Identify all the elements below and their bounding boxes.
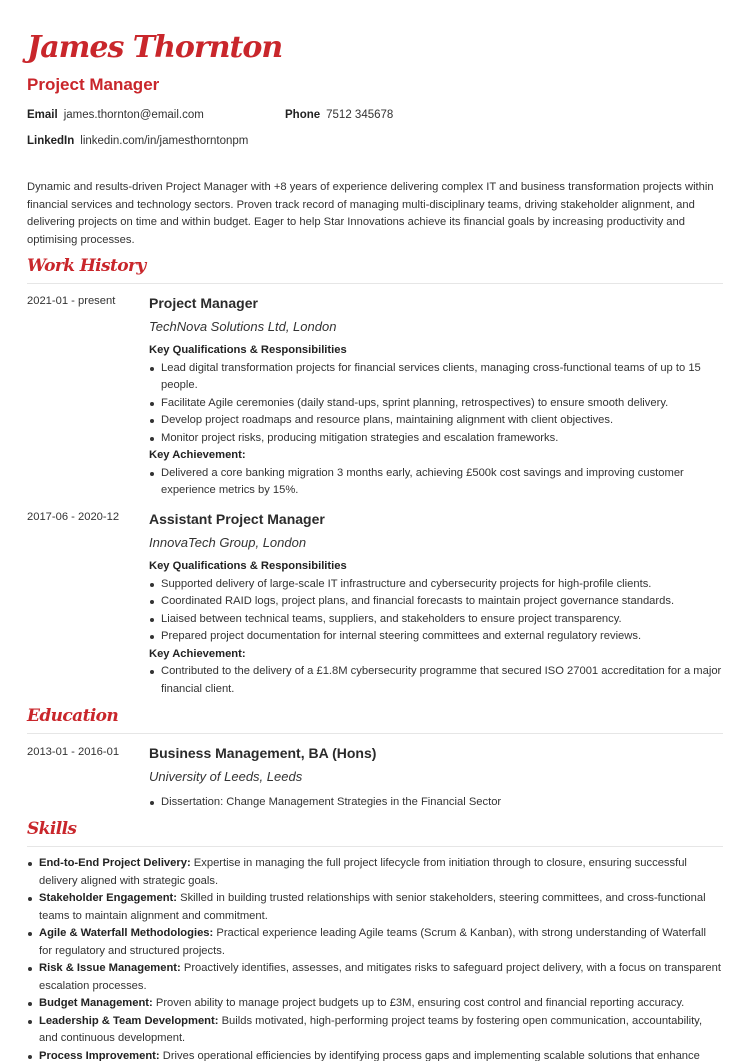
achievement-list — [149, 465, 723, 500]
skill-description: Practical experience leading Agile teams (Scrum & Kanban), with strong understanding of Waterfall for regulatory and structured projects. — [39, 927, 706, 957]
skill-description: Expertise in managing the full project lifecycle from initiation through to closure, ensuring successful delivery aligned with strategic goals. — [39, 857, 687, 887]
linkedin-value[interactable]: linkedin.com/in/jamesthorntonpm — [80, 135, 249, 147]
list-item: Coordinated RAID logs, project plans, and financial forecasts to maintain project governance standards. — [149, 593, 723, 611]
education-entry — [149, 744, 723, 812]
contact-linkedin — [27, 135, 248, 147]
skill-item — [27, 925, 721, 960]
skill-name: Agile & Waterfall Methodologies: — [39, 927, 214, 939]
skill-name: Risk & Issue Management: — [39, 962, 181, 974]
skill-description: Proactively identifies, assesses, and mitigates risks to safeguard project delivery, with a focus on transparent escalation processes. — [39, 962, 721, 992]
degree-title: Business Management, BA (Hons) — [149, 745, 377, 761]
skill-name: Leadership & Team Development: — [39, 1014, 219, 1027]
work-history-divider — [27, 283, 723, 284]
contact-email — [27, 109, 204, 121]
contact-phone — [285, 109, 393, 121]
skill-item — [27, 855, 721, 890]
achievement-heading: Key Achievement: — [149, 647, 246, 660]
phone-value: 7512 345678 — [326, 109, 394, 121]
candidate-name: James Thornton — [27, 30, 283, 65]
job-date: 2017-06 - 2020-12 — [27, 511, 120, 523]
list-item: Contributed to the delivery of a £1.8M cybersecurity programme that secured ISO 27001 accreditation for a major financial client. — [149, 663, 723, 698]
achievement-list — [149, 663, 723, 698]
email-label: Email — [27, 109, 58, 121]
linkedin-label: LinkedIn — [27, 135, 75, 147]
phone-label: Phone — [285, 109, 321, 121]
job-date: 2021-01 - present — [27, 295, 116, 307]
skill-name: Process Improvement: — [39, 1049, 160, 1061]
skill-description: Proven ability to manage project budgets up to £3M, ensuring cost control and financial reporting accuracy. — [152, 997, 685, 1009]
responsibilities-heading: Key Qualifications & Responsibilities — [149, 344, 347, 356]
skill-name: Budget Management: — [39, 997, 153, 1009]
candidate-title: Project Manager — [27, 75, 160, 94]
list-item: Facilitate Agile ceremonies (daily stand-ups, sprint planning, retrospectives) to ensure smooth delivery. — [149, 395, 723, 413]
list-item: Prepared project documentation for internal steering committees and external regulatory reviews. — [149, 628, 723, 646]
education-details — [149, 794, 723, 812]
skills-list-container — [27, 855, 721, 1061]
skill-item — [27, 1013, 721, 1048]
skill-item — [27, 995, 721, 1013]
responsibilities-list — [149, 576, 723, 646]
job-title: Project Manager — [149, 295, 258, 311]
job-title: Assistant Project Manager — [149, 511, 325, 527]
school-name: University of Leeds, Leeds — [149, 769, 303, 784]
skills-heading: Skills — [27, 819, 77, 839]
skill-name: Stakeholder Engagement: — [39, 892, 178, 904]
job-company: InnovaTech Group, London — [149, 535, 307, 550]
skill-item — [27, 890, 721, 925]
skill-name: End-to-End Project Delivery: — [39, 857, 191, 869]
achievement-heading: Key Achievement: — [149, 449, 246, 461]
job-company: TechNova Solutions Ltd, London — [149, 319, 337, 334]
skill-item — [27, 960, 721, 995]
responsibilities-heading: Key Qualifications & Responsibilities — [149, 560, 347, 572]
skill-description: Drives operational efficiencies by identifying process gaps and implementing scalable solutions that enhance — [159, 1049, 700, 1061]
responsibilities-list — [149, 360, 723, 448]
skills-divider — [27, 846, 723, 847]
skill-item — [27, 1048, 721, 1061]
job-entry — [149, 510, 723, 698]
education-heading: Education — [27, 706, 119, 726]
list-item: Develop project roadmaps and resource plans, maintaining alignment with client objectives. — [149, 412, 723, 430]
skills-list — [27, 855, 721, 1061]
list-item: Monitor project risks, producing mitigation strategies and escalation frameworks. — [149, 430, 723, 448]
work-history-heading: Work History — [27, 256, 146, 276]
education-divider — [27, 733, 723, 734]
professional-summary: Dynamic and results-driven Project Manager with +8 years of experience delivering complex IT and business transformation projects within financial services and technology sectors. Proven track record of managing multi-disciplinary teams, driving stakeholder alignment, and delivering projects on time and within budget. Eager to help Star Innovations achieve its financial goals by increasing productivity and optimising processes. — [27, 181, 714, 246]
education-date: 2013-01 - 2016-01 — [27, 746, 120, 758]
list-item: Liaised between technical teams, suppliers, and stakeholders to ensure project transparency. — [149, 611, 723, 629]
job-entry — [149, 294, 723, 500]
list-item: Supported delivery of large-scale IT infrastructure and cybersecurity projects for high-profile clients. — [149, 576, 723, 594]
email-value[interactable]: james.thornton@email.com — [63, 109, 204, 121]
list-item: Dissertation: Change Management Strategies in the Financial Sector — [149, 794, 723, 812]
skill-description: Builds motivated, high-performing project teams by fostering open communication, accountability, and continuous development. — [39, 1014, 703, 1044]
list-item: Delivered a core banking migration 3 months early, achieving £500k cost savings and improving customer experience metrics by 15%. — [149, 465, 723, 500]
skill-description: Skilled in building trusted relationships with senior stakeholders, steering committees, and cross-functional teams to maintain alignment and commitment. — [39, 892, 706, 922]
list-item: Lead digital transformation projects for financial services clients, managing cross-functional teams of up to 15 people. — [149, 360, 723, 395]
